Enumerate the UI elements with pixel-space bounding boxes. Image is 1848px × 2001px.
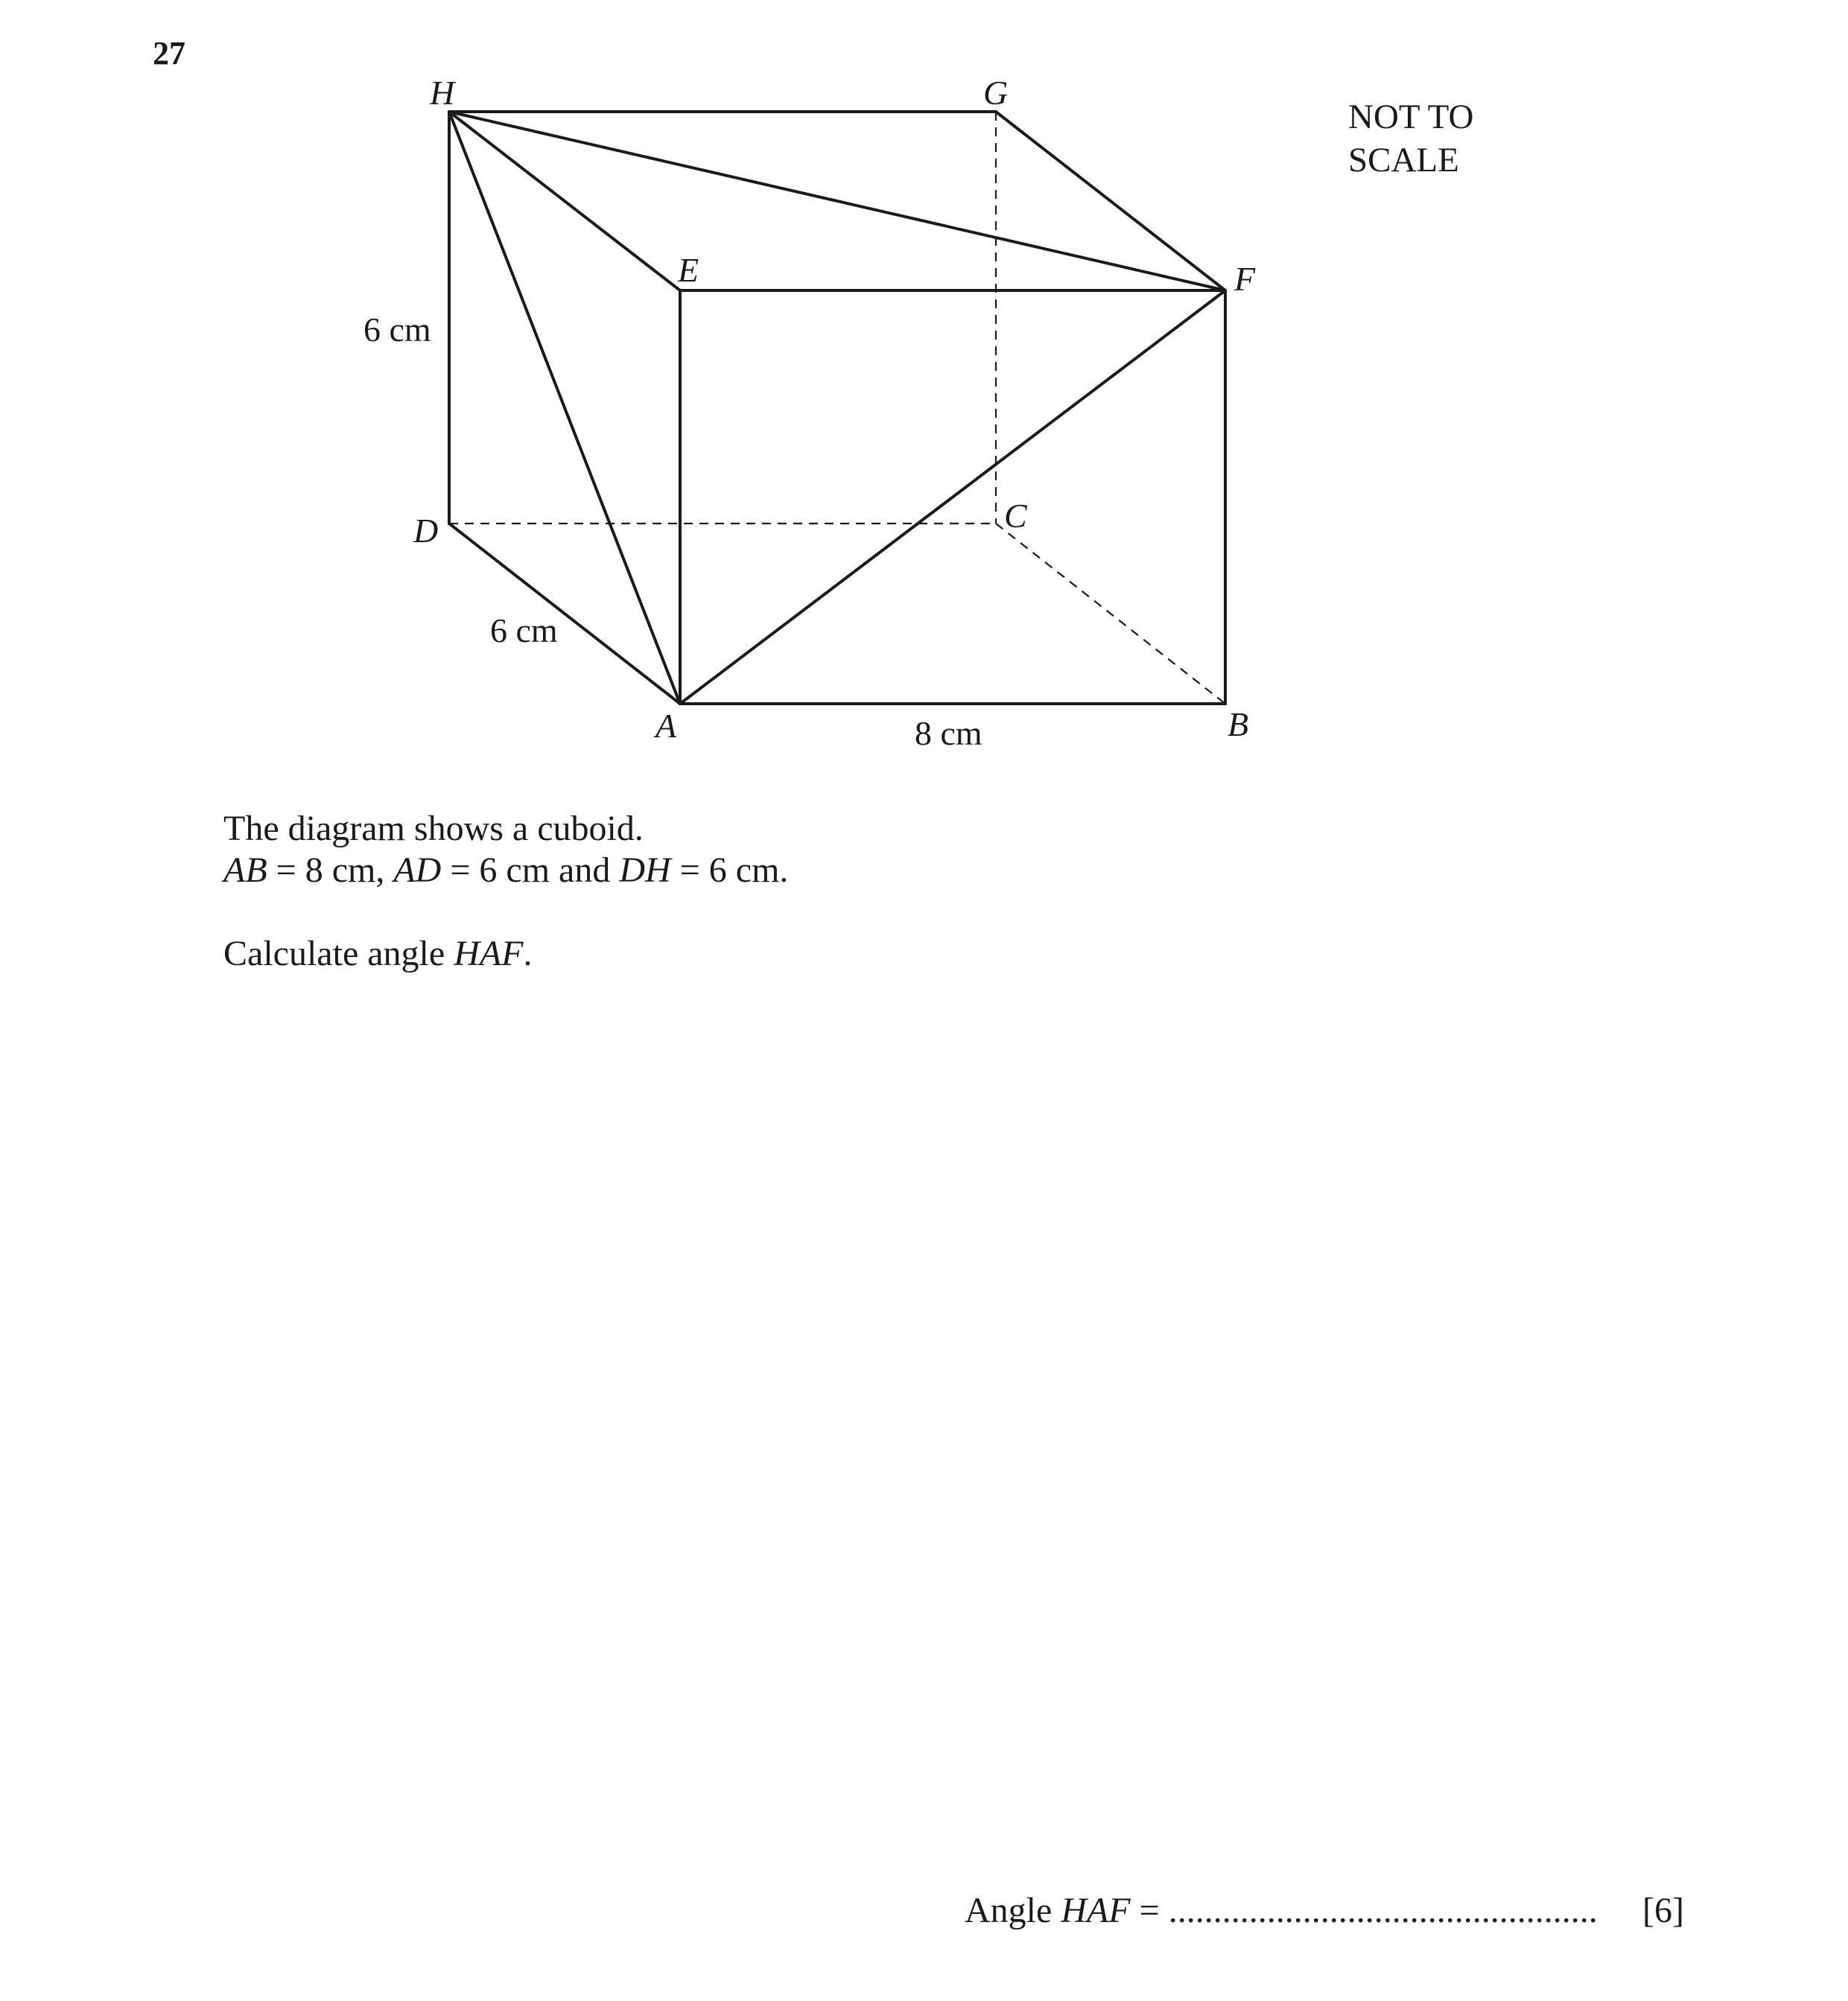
edge-cb-hidden bbox=[996, 524, 1225, 704]
question-line-2 bbox=[223, 850, 788, 891]
answer-angle: HAF bbox=[1061, 1891, 1131, 1930]
segment-ad: AD bbox=[393, 850, 442, 890]
vertex-label-h: H bbox=[430, 74, 455, 112]
length-label-ad: 6 cm bbox=[490, 611, 558, 649]
question-instruction bbox=[223, 933, 788, 975]
segment-dh: DH bbox=[619, 850, 671, 890]
not-to-scale-note bbox=[1348, 95, 1473, 182]
answer-line bbox=[965, 1890, 1598, 1931]
instruction-suffix: . bbox=[523, 934, 533, 973]
answer-field[interactable]: ................................................ bbox=[1168, 1891, 1598, 1930]
instruction-prefix: Calculate angle bbox=[223, 934, 454, 973]
length-label-ab: 8 cm bbox=[915, 714, 982, 752]
question-line-1: The diagram shows a cuboid. bbox=[223, 809, 644, 848]
not-to-scale-line-2: SCALE bbox=[1348, 141, 1459, 179]
vertex-label-f: F bbox=[1234, 260, 1256, 298]
vertex-label-c: C bbox=[1004, 497, 1027, 535]
answer-prefix: Angle bbox=[965, 1891, 1061, 1930]
vertex-label-d: D bbox=[413, 512, 439, 550]
edge-af bbox=[680, 290, 1225, 704]
cuboid-diagram bbox=[0, 0, 1848, 782]
segment-ab-value: = 8 cm, bbox=[276, 850, 385, 890]
vertex-label-g: G bbox=[983, 74, 1009, 112]
segment-ad-value: = 6 cm and bbox=[450, 850, 611, 890]
vertex-label-b: B bbox=[1228, 705, 1249, 743]
question-number: 27 bbox=[153, 35, 185, 71]
length-label-dh: 6 cm bbox=[363, 311, 431, 349]
question-text bbox=[223, 808, 788, 975]
segment-ab: AB bbox=[223, 850, 267, 890]
segment-dh-value: = 6 cm. bbox=[679, 850, 789, 890]
instruction-angle: HAF bbox=[454, 934, 524, 973]
answer-equals: = bbox=[1130, 1891, 1169, 1930]
not-to-scale-line-1: NOT TO bbox=[1348, 98, 1474, 136]
vertex-label-a: A bbox=[655, 707, 677, 745]
vertex-label-e: E bbox=[678, 251, 699, 289]
marks-badge: [6] bbox=[1642, 1891, 1684, 1930]
